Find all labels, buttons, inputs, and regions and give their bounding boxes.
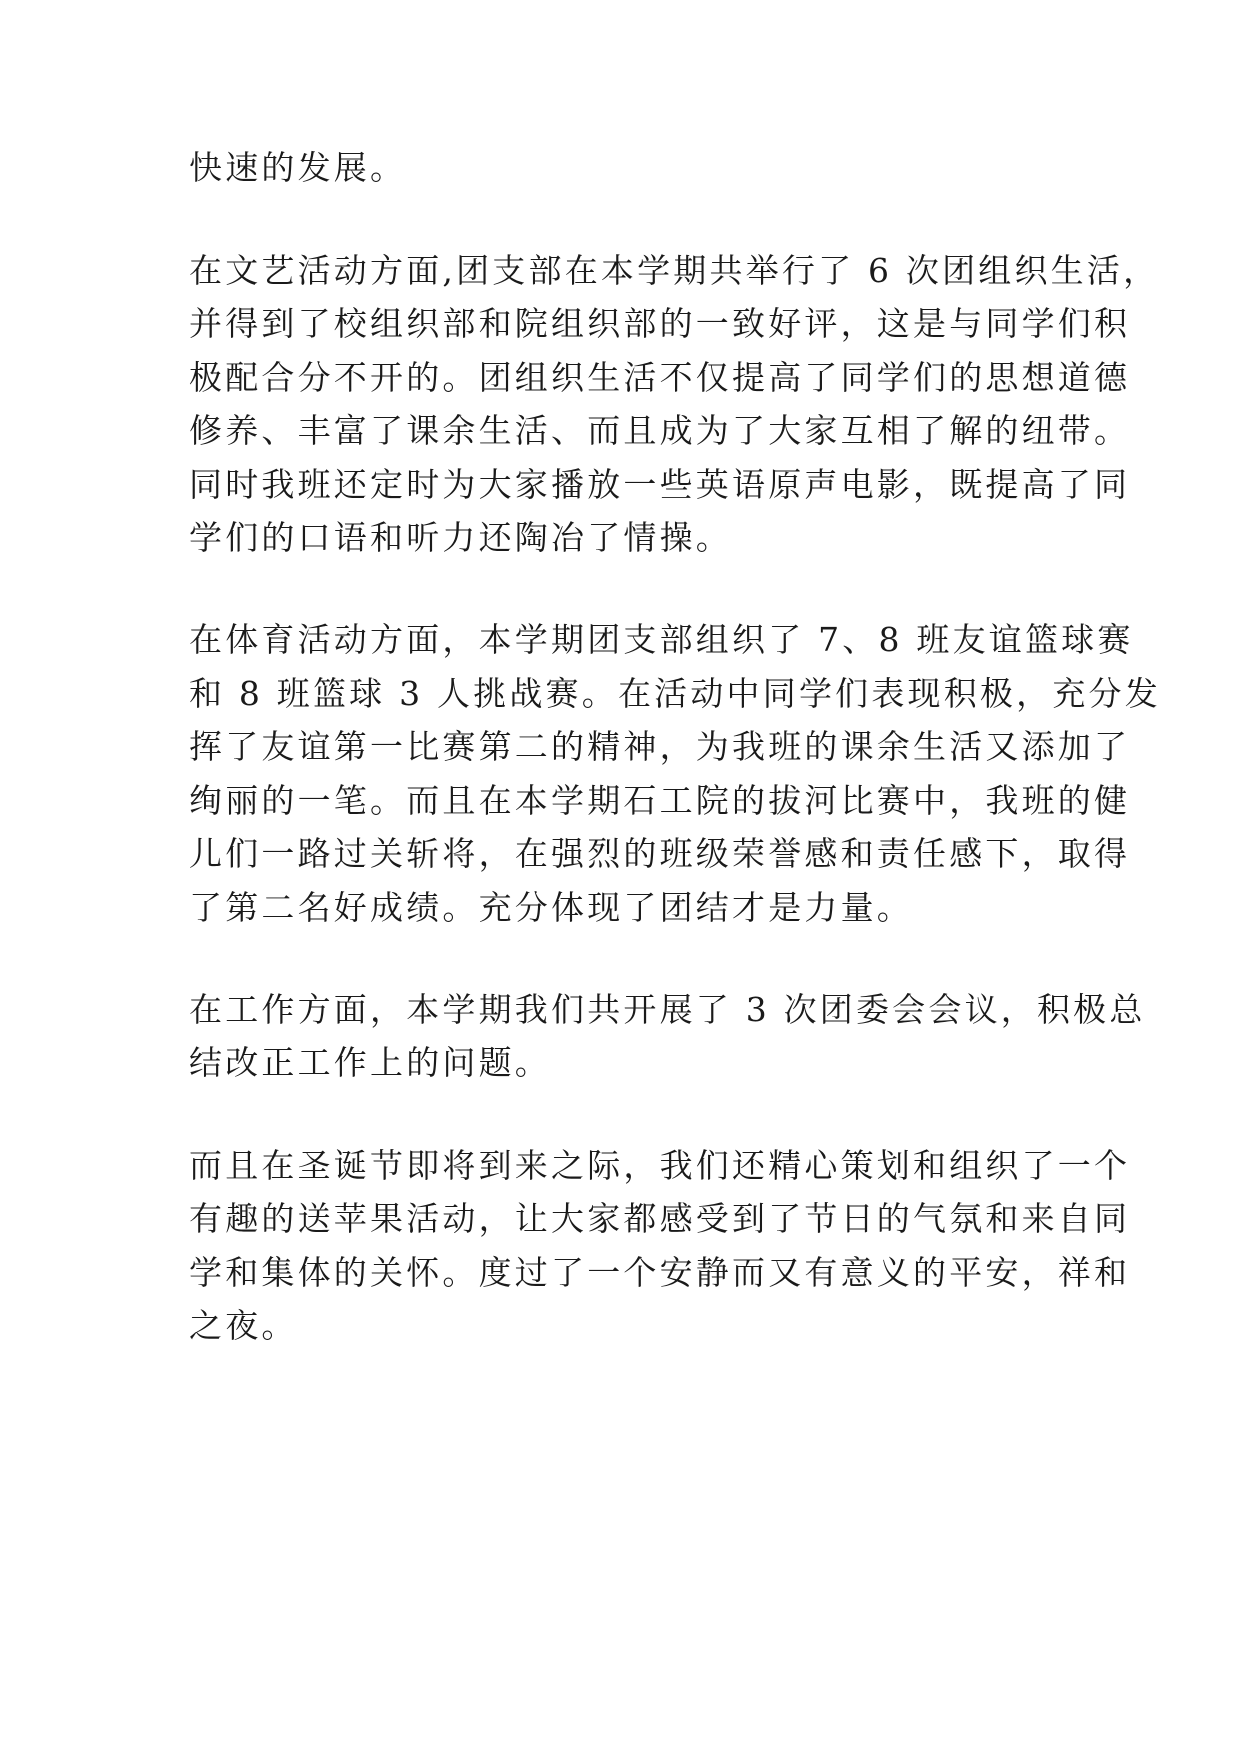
text-line: 绚丽的一笔。而且在本学期石工院的拔河比赛中，我班的健 (189, 781, 1131, 820)
text-line: 学和集体的关怀。度过了一个安静而又有意义的平安，祥和 (189, 1253, 1131, 1292)
text-line: 结改正工作上的问题。 (189, 1043, 551, 1082)
text-line: 之夜。 (189, 1306, 298, 1345)
text-line: 有趣的送苹果活动，让大家都感受到了节日的气氛和来自同 (189, 1199, 1131, 1238)
text-line: 学们的口语和听力还陶冶了情操。 (189, 518, 732, 557)
text-line: 修养、丰富了课余生活、而且成为了大家互相了解的纽带。 (189, 411, 1131, 450)
text-line: 在体育活动方面，本学期团支部组织了 7、8 班友谊篮球赛 (189, 620, 1134, 659)
text-line: 和 8 班篮球 3 人挑战赛。在活动中同学们表现积极，充分发 (189, 674, 1161, 713)
text-line: 同时我班还定时为大家播放一些英语原声电影，既提高了同 (189, 465, 1131, 504)
text-line: 而且在圣诞节即将到来之际，我们还精心策划和组织了一个 (189, 1146, 1131, 1185)
text-line: 挥了友谊第一比赛第二的精神，为我班的课余生活又添加了 (189, 727, 1131, 766)
text-line: 儿们一路过关斩将，在强烈的班级荣誉感和责任感下，取得 (189, 834, 1131, 873)
text-line: 快速的发展。 (189, 148, 407, 187)
text-line: 了第二名好成绩。充分体现了团结才是力量。 (189, 888, 913, 927)
text-line: 在文艺活动方面,团支部在本学期共举行了 6 次团组织生活， (189, 251, 1160, 290)
text-line: 极配合分不开的。团组织生活不仅提高了同学们的思想道德 (189, 358, 1131, 397)
text-line: 并得到了校组织部和院组织部的一致好评，这是与同学们积 (189, 304, 1131, 343)
text-line: 在工作方面，本学期我们共开展了 3 次团委会会议，积极总 (189, 990, 1146, 1029)
